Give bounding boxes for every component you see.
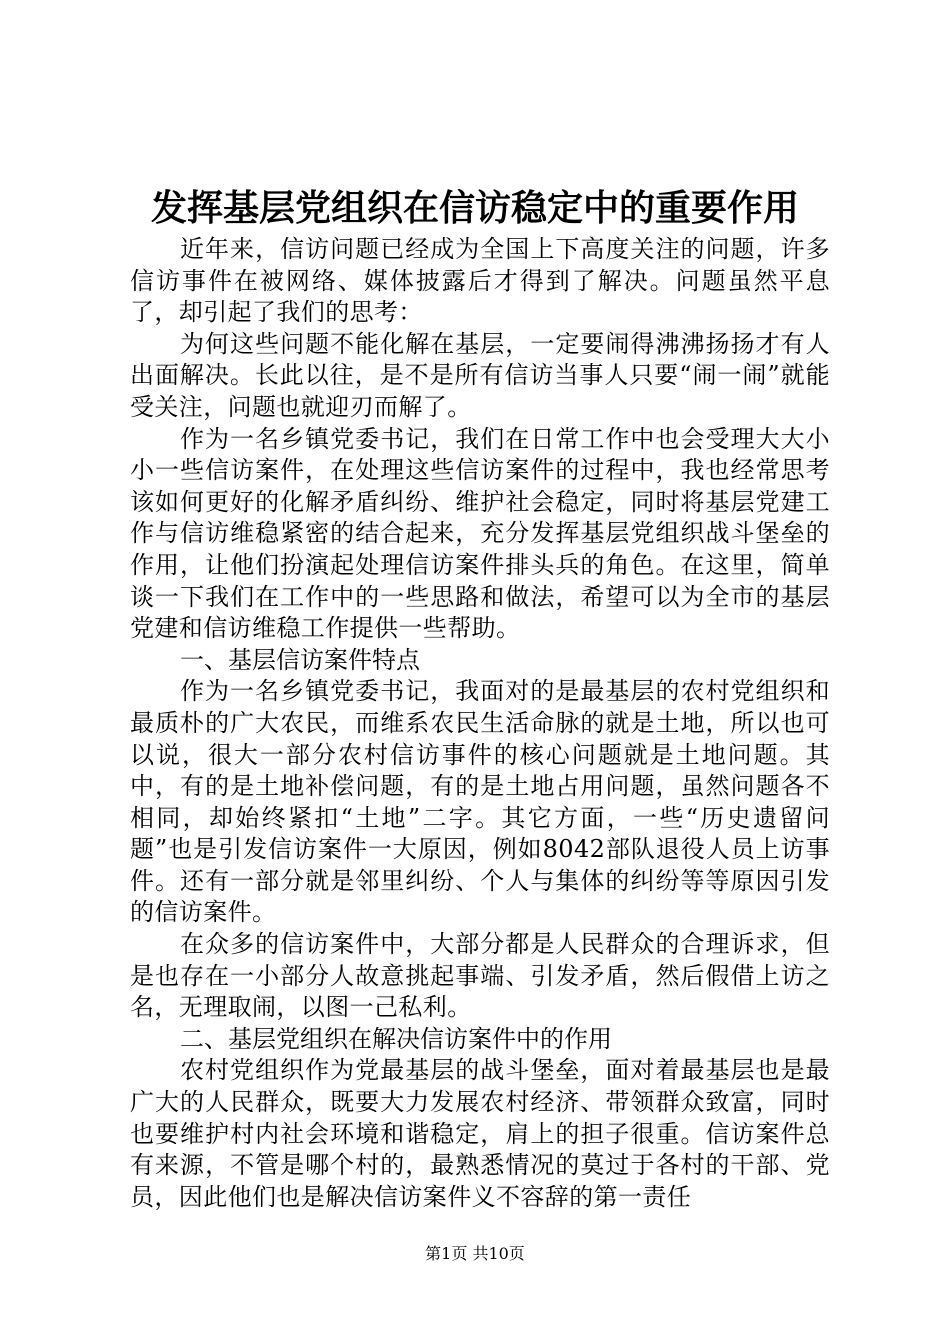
paragraph-demands: 在众多的信访案件中，大部分都是人民群众的合理诉求，但是也存在一小部分人故意挑起事端、引发矛盾，然后假借上访之名，无理取闹，以图一己私利。 bbox=[130, 930, 830, 1022]
section-heading-1: 一、基层信访案件特点 bbox=[180, 645, 420, 674]
paragraph-characteristics: 作为一名乡镇党委书记，我面对的是最基层的农村党组织和最质朴的广大农民，而维系农民生活命脉的就是土地，所以也可以说，很大一部分农村信访事件的核心问题就是土地问题。其中，有的是土地补偿问题，有的是土地占用问题，虽然问题各不相同，却始终紧扣“土地”二字。其它方面，一些“历史遗留问题”也是引发信访案件一大原因，例如8042部队退役人员上访事件。还有一部分就是邻里纠纷、个人与集体的纠纷等等原因引发的信访案件。 bbox=[130, 677, 830, 927]
paragraph-question: 为何这些问题不能化解在基层，一定要闹得沸沸扬扬才有人出面解决。长此以往，是不是所有信访当事人只要“闹一闹”就能受关注，问题也就迎刃而解了。 bbox=[130, 329, 830, 421]
paragraph-party-role: 农村党组织作为党最基层的战斗堡垒，面对着最基层也是最广大的人民群众，既要大力发展农村经济、带领群众致富，同时也要维护村内社会环境和谐稳定，肩上的担子很重。信访案件总有来源，不管是哪个村的，最熟悉情况的莫过于各村的干部、党员，因此他们也是解决信访案件义不容辞的第一责任 bbox=[130, 1056, 830, 1211]
page-footer: 第1页 共10页 bbox=[425, 1244, 525, 1263]
paragraph-role: 作为一名乡镇党委书记，我们在日常工作中也会受理大大小小一些信访案件，在处理这些信访案件的过程中，我也经常思考该如何更好的化解矛盾纠纷、维护社会稳定，同时将基层党建工作与信访维稳紧密的结合起来，充分发挥基层党组织战斗堡垒的作用，让他们扮演起处理信访案件排头兵的角色。在这里，简单谈一下我们在工作中的一些思路和做法，希望可以为全市的基层党建和信访维稳工作提供一些帮助。 bbox=[130, 424, 830, 643]
section-heading-2: 二、基层党组织在解决信访案件中的作用 bbox=[180, 1024, 612, 1053]
document-body bbox=[130, 234, 830, 1213]
document-title: 发挥基层党组织在信访稳定中的重要作用 bbox=[150, 187, 799, 229]
paragraph-intro: 近年来，信访问题已经成为全国上下高度关注的问题，许多信访事件在被网络、媒体披露后才得到了解决。问题虽然平息了，却引起了我们的思考： bbox=[130, 235, 830, 327]
